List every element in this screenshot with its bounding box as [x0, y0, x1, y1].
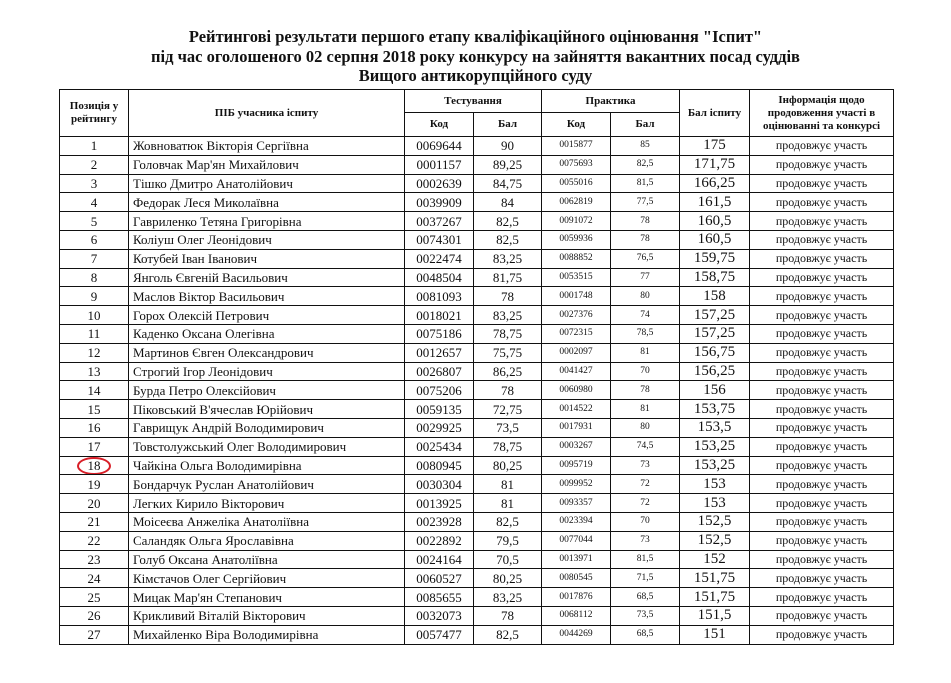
position-cell [60, 569, 129, 588]
test-code-cell: 0080945 [405, 456, 474, 475]
position-value: 21 [87, 514, 101, 530]
status-cell: продовжує участь [750, 137, 894, 156]
name-cell: Легких Кирило Вікторович [129, 494, 405, 513]
total-score-cell: 152 [680, 550, 750, 569]
position-cell [60, 249, 129, 268]
position-value: 11 [87, 326, 101, 342]
test-code-cell: 0085655 [405, 588, 474, 607]
test-score-cell: 84 [474, 193, 542, 212]
status-cell: продовжує участь [750, 212, 894, 231]
total-score-cell: 156 [680, 381, 750, 400]
test-score-cell: 80,25 [474, 456, 542, 475]
practice-code-cell: 0062819 [542, 193, 611, 212]
practice-score-cell: 78 [611, 230, 680, 249]
test-code-cell: 0002639 [405, 174, 474, 193]
name-cell: Голуб Оксана Анатоліївна [129, 550, 405, 569]
table-row [60, 400, 894, 419]
practice-score-cell: 74,5 [611, 437, 680, 456]
test-score-cell: 70,5 [474, 550, 542, 569]
practice-code-cell: 0041427 [542, 362, 611, 381]
test-score-cell: 82,5 [474, 512, 542, 531]
rating-table [59, 89, 894, 645]
table-row [60, 324, 894, 343]
position-value: 20 [87, 495, 101, 511]
status-cell: продовжує участь [750, 550, 894, 569]
table-row [60, 512, 894, 531]
table-row [60, 569, 894, 588]
practice-score-cell: 80 [611, 287, 680, 306]
name-cell: Кімстачов Олег Сергійович [129, 569, 405, 588]
total-score-cell: 151,75 [680, 588, 750, 607]
practice-code-cell: 0013971 [542, 550, 611, 569]
practice-code-cell: 0095719 [542, 456, 611, 475]
test-score-cell: 72,75 [474, 400, 542, 419]
test-score-cell: 83,25 [474, 588, 542, 607]
status-cell: продовжує участь [750, 569, 894, 588]
position-cell [60, 268, 129, 287]
total-score-cell: 153 [680, 475, 750, 494]
total-score-cell: 156,75 [680, 343, 750, 362]
name-cell: Бурда Петро Олексійович [129, 381, 405, 400]
header-testing: Тестування [405, 90, 542, 113]
total-score-cell: 153,25 [680, 456, 750, 475]
table-row [60, 212, 894, 231]
status-cell: продовжує участь [750, 531, 894, 550]
document-title [0, 27, 951, 86]
practice-score-cell: 78 [611, 381, 680, 400]
name-cell: Товстолужський Олег Володимирович [129, 437, 405, 456]
table-row [60, 230, 894, 249]
position-cell [60, 137, 129, 156]
status-cell: продовжує участь [750, 400, 894, 419]
position-cell [60, 306, 129, 325]
position-value: 1 [90, 138, 98, 154]
position-cell [60, 531, 129, 550]
name-cell: Строгий Ігор Леонідович [129, 362, 405, 381]
test-code-cell: 0001157 [405, 155, 474, 174]
practice-score-cell: 72 [611, 475, 680, 494]
test-score-cell: 84,75 [474, 174, 542, 193]
position-cell [60, 625, 129, 644]
test-score-cell: 75,75 [474, 343, 542, 362]
header-info: Інформація щодо продовження участі в оцінюванні та конкурсі [750, 90, 894, 137]
position-cell [60, 456, 129, 475]
header-practice: Практика [542, 90, 680, 113]
practice-code-cell: 0017931 [542, 418, 611, 437]
test-score-cell: 78 [474, 381, 542, 400]
practice-score-cell: 74 [611, 306, 680, 325]
test-code-cell: 0023928 [405, 512, 474, 531]
practice-score-cell: 73 [611, 456, 680, 475]
status-cell: продовжує участь [750, 456, 894, 475]
practice-score-cell: 80 [611, 418, 680, 437]
test-score-cell: 73,5 [474, 418, 542, 437]
header-name: ПІБ учасника іспиту [129, 90, 405, 137]
table-row [60, 456, 894, 475]
position-value: 7 [90, 251, 98, 267]
practice-code-cell: 0068112 [542, 606, 611, 625]
test-code-cell: 0059135 [405, 400, 474, 419]
table-row [60, 362, 894, 381]
practice-score-cell: 71,5 [611, 569, 680, 588]
position-value: 23 [87, 551, 101, 567]
status-cell: продовжує участь [750, 475, 894, 494]
total-score-cell: 151 [680, 625, 750, 644]
practice-code-cell: 0015877 [542, 137, 611, 156]
test-score-cell: 90 [474, 137, 542, 156]
status-cell: продовжує участь [750, 381, 894, 400]
position-cell [60, 475, 129, 494]
position-cell [60, 588, 129, 607]
test-code-cell: 0022474 [405, 249, 474, 268]
position-cell [60, 494, 129, 513]
position-value: 27 [87, 627, 101, 643]
name-cell: Бондарчук Руслан Анатолійович [129, 475, 405, 494]
total-score-cell: 151,5 [680, 606, 750, 625]
name-cell: Жовноватюк Вікторія Сергіївна [129, 137, 405, 156]
practice-code-cell: 0080545 [542, 569, 611, 588]
practice-code-cell: 0003267 [542, 437, 611, 456]
position-cell [60, 512, 129, 531]
table-row [60, 306, 894, 325]
total-score-cell: 166,25 [680, 174, 750, 193]
total-score-cell: 151,75 [680, 569, 750, 588]
test-code-cell: 0037267 [405, 212, 474, 231]
title-line-3: Вищого антикорупційного суду [358, 66, 593, 85]
position-cell [60, 287, 129, 306]
test-score-cell: 78,75 [474, 324, 542, 343]
practice-score-cell: 73 [611, 531, 680, 550]
name-cell: Коліуш Олег Леонідович [129, 230, 405, 249]
status-cell: продовжує участь [750, 494, 894, 513]
name-cell: Мицак Мар'ян Степанович [129, 588, 405, 607]
test-code-cell: 0069644 [405, 137, 474, 156]
practice-score-cell: 77 [611, 268, 680, 287]
test-code-cell: 0026807 [405, 362, 474, 381]
position-cell [60, 212, 129, 231]
status-cell: продовжує участь [750, 324, 894, 343]
table-row [60, 137, 894, 156]
position-cell [60, 418, 129, 437]
total-score-cell: 153,25 [680, 437, 750, 456]
practice-score-cell: 81 [611, 400, 680, 419]
test-code-cell: 0048504 [405, 268, 474, 287]
status-cell: продовжує участь [750, 193, 894, 212]
total-score-cell: 157,25 [680, 324, 750, 343]
practice-score-cell: 81 [611, 343, 680, 362]
test-code-cell: 0032073 [405, 606, 474, 625]
practice-score-cell: 73,5 [611, 606, 680, 625]
test-code-cell: 0025434 [405, 437, 474, 456]
title-line-2: під час оголошеного 02 серпня 2018 року конкурсу на зайняття вакантних посад суддів [151, 46, 800, 66]
table-header [60, 90, 894, 137]
practice-score-cell: 82,5 [611, 155, 680, 174]
practice-code-cell: 0099952 [542, 475, 611, 494]
name-cell: Гавриленко Тетяна Григорівна [129, 212, 405, 231]
position-cell [60, 343, 129, 362]
position-value: 22 [87, 533, 101, 549]
total-score-cell: 152,5 [680, 512, 750, 531]
name-cell: Михайленко Віра Володимирівна [129, 625, 405, 644]
total-score-cell: 161,5 [680, 193, 750, 212]
position-value: 18 [87, 457, 101, 473]
position-value: 4 [90, 194, 98, 210]
position-cell [60, 193, 129, 212]
table-row [60, 174, 894, 193]
test-score-cell: 81 [474, 475, 542, 494]
practice-code-cell: 0014522 [542, 400, 611, 419]
practice-score-cell: 76,5 [611, 249, 680, 268]
practice-score-cell: 78 [611, 212, 680, 231]
position-cell [60, 174, 129, 193]
table-row [60, 249, 894, 268]
test-code-cell: 0060527 [405, 569, 474, 588]
table-row [60, 606, 894, 625]
test-score-cell: 80,25 [474, 569, 542, 588]
position-cell [60, 400, 129, 419]
status-cell: продовжує участь [750, 230, 894, 249]
position-value: 3 [90, 175, 98, 191]
test-score-cell: 82,5 [474, 625, 542, 644]
test-code-cell: 0081093 [405, 287, 474, 306]
practice-code-cell: 0093357 [542, 494, 611, 513]
total-score-cell: 175 [680, 137, 750, 156]
table-row [60, 268, 894, 287]
test-code-cell: 0029925 [405, 418, 474, 437]
status-cell: продовжує участь [750, 174, 894, 193]
position-value: 8 [90, 269, 98, 285]
practice-code-cell: 0075693 [542, 155, 611, 174]
header-test-score: Бал [474, 113, 542, 137]
test-code-cell: 0075206 [405, 381, 474, 400]
table-row [60, 418, 894, 437]
table-row [60, 287, 894, 306]
test-score-cell: 86,25 [474, 362, 542, 381]
test-score-cell: 83,25 [474, 306, 542, 325]
test-score-cell: 81 [474, 494, 542, 513]
position-value: 15 [87, 401, 101, 417]
practice-code-cell: 0060980 [542, 381, 611, 400]
total-score-cell: 158,75 [680, 268, 750, 287]
test-code-cell: 0022892 [405, 531, 474, 550]
position-value: 12 [87, 345, 101, 361]
name-cell: Федорак Леся Миколаївна [129, 193, 405, 212]
position-value: 10 [87, 307, 101, 323]
position-value: 25 [87, 589, 101, 605]
practice-score-cell: 68,5 [611, 625, 680, 644]
total-score-cell: 157,25 [680, 306, 750, 325]
status-cell: продовжує участь [750, 306, 894, 325]
position-value: 26 [87, 608, 101, 624]
status-cell: продовжує участь [750, 362, 894, 381]
total-score-cell: 153 [680, 494, 750, 513]
test-score-cell: 79,5 [474, 531, 542, 550]
total-score-cell: 153,5 [680, 418, 750, 437]
practice-score-cell: 72 [611, 494, 680, 513]
header-position: Позиція у рейтингу [60, 90, 129, 137]
header-total: Бал іспиту [680, 90, 750, 137]
practice-code-cell: 0088852 [542, 249, 611, 268]
table-row [60, 588, 894, 607]
name-cell: Головчак Мар'ян Михайлович [129, 155, 405, 174]
test-score-cell: 89,25 [474, 155, 542, 174]
total-score-cell: 153,75 [680, 400, 750, 419]
practice-code-cell: 0017876 [542, 588, 611, 607]
position-value: 24 [87, 570, 101, 586]
practice-code-cell: 0053515 [542, 268, 611, 287]
test-score-cell: 78 [474, 606, 542, 625]
test-code-cell: 0024164 [405, 550, 474, 569]
practice-code-cell: 0091072 [542, 212, 611, 231]
status-cell: продовжує участь [750, 437, 894, 456]
practice-code-cell: 0023394 [542, 512, 611, 531]
position-cell [60, 324, 129, 343]
practice-code-cell: 0072315 [542, 324, 611, 343]
status-cell: продовжує участь [750, 343, 894, 362]
practice-code-cell: 0044269 [542, 625, 611, 644]
name-cell: Маслов Віктор Васильович [129, 287, 405, 306]
name-cell: Моісеєва Анжеліка Анатоліївна [129, 512, 405, 531]
name-cell: Гаврищук Андрій Володимирович [129, 418, 405, 437]
table-row [60, 155, 894, 174]
practice-score-cell: 85 [611, 137, 680, 156]
position-cell [60, 381, 129, 400]
test-score-cell: 82,5 [474, 230, 542, 249]
title-line-1: Рейтингові результати першого етапу кваліфікаційного оцінювання "Іспит" [188, 27, 763, 46]
total-score-cell: 160,5 [680, 230, 750, 249]
table-row [60, 625, 894, 644]
practice-code-cell: 0001748 [542, 287, 611, 306]
practice-code-cell: 0027376 [542, 306, 611, 325]
name-cell: Мартинов Євген Олександрович [129, 343, 405, 362]
header-practice-code: Код [542, 113, 611, 137]
name-cell: Каденко Оксана Олегівна [129, 324, 405, 343]
position-cell [60, 550, 129, 569]
name-cell: Саландяк Ольга Ярославівна [129, 531, 405, 550]
name-cell: Тішко Дмитро Анатолійович [129, 174, 405, 193]
position-cell [60, 362, 129, 381]
status-cell: продовжує участь [750, 287, 894, 306]
status-cell: продовжує участь [750, 418, 894, 437]
status-cell: продовжує участь [750, 268, 894, 287]
practice-score-cell: 77,5 [611, 193, 680, 212]
status-cell: продовжує участь [750, 625, 894, 644]
name-cell: Крикливий Віталій Вікторович [129, 606, 405, 625]
position-cell [60, 230, 129, 249]
name-cell: Янголь Євгеній Васильович [129, 268, 405, 287]
practice-score-cell: 70 [611, 362, 680, 381]
header-test-code: Код [405, 113, 474, 137]
practice-code-cell: 0002097 [542, 343, 611, 362]
table-row [60, 531, 894, 550]
table-row [60, 550, 894, 569]
position-value: 14 [87, 382, 101, 398]
table-row [60, 494, 894, 513]
test-score-cell: 81,75 [474, 268, 542, 287]
status-cell: продовжує участь [750, 512, 894, 531]
practice-score-cell: 68,5 [611, 588, 680, 607]
table-row [60, 193, 894, 212]
position-value: 2 [90, 157, 98, 173]
total-score-cell: 171,75 [680, 155, 750, 174]
position-value: 17 [87, 439, 101, 455]
total-score-cell: 158 [680, 287, 750, 306]
total-score-cell: 159,75 [680, 249, 750, 268]
test-code-cell: 0013925 [405, 494, 474, 513]
test-score-cell: 78 [474, 287, 542, 306]
test-code-cell: 0057477 [405, 625, 474, 644]
name-cell: Піковський В'ячеслав Юрійович [129, 400, 405, 419]
table-row [60, 437, 894, 456]
table-row [60, 381, 894, 400]
position-cell [60, 606, 129, 625]
practice-code-cell: 0077044 [542, 531, 611, 550]
name-cell: Котубей Іван Іванович [129, 249, 405, 268]
status-cell: продовжує участь [750, 588, 894, 607]
test-code-cell: 0030304 [405, 475, 474, 494]
practice-code-cell: 0055016 [542, 174, 611, 193]
position-value: 9 [90, 288, 98, 304]
name-cell: Горох Олексій Петрович [129, 306, 405, 325]
position-value: 5 [90, 213, 98, 229]
table-row [60, 343, 894, 362]
test-code-cell: 0074301 [405, 230, 474, 249]
test-score-cell: 82,5 [474, 212, 542, 231]
position-value: 13 [87, 363, 101, 379]
position-cell [60, 437, 129, 456]
practice-score-cell: 70 [611, 512, 680, 531]
test-code-cell: 0012657 [405, 343, 474, 362]
position-cell [60, 155, 129, 174]
test-code-cell: 0018021 [405, 306, 474, 325]
total-score-cell: 160,5 [680, 212, 750, 231]
practice-code-cell: 0059936 [542, 230, 611, 249]
position-value: 19 [87, 476, 101, 492]
header-practice-score: Бал [611, 113, 680, 137]
name-cell: Чайкіна Ольга Володимирівна [129, 456, 405, 475]
test-code-cell: 0039909 [405, 193, 474, 212]
status-cell: продовжує участь [750, 606, 894, 625]
status-cell: продовжує участь [750, 249, 894, 268]
test-code-cell: 0075186 [405, 324, 474, 343]
table-body [60, 137, 894, 645]
status-cell: продовжує участь [750, 155, 894, 174]
practice-score-cell: 81,5 [611, 550, 680, 569]
practice-score-cell: 78,5 [611, 324, 680, 343]
position-value: 6 [90, 232, 98, 248]
total-score-cell: 156,25 [680, 362, 750, 381]
table-row [60, 475, 894, 494]
practice-score-cell: 81,5 [611, 174, 680, 193]
position-value: 16 [87, 420, 101, 436]
total-score-cell: 152,5 [680, 531, 750, 550]
test-score-cell: 78,75 [474, 437, 542, 456]
test-score-cell: 83,25 [474, 249, 542, 268]
